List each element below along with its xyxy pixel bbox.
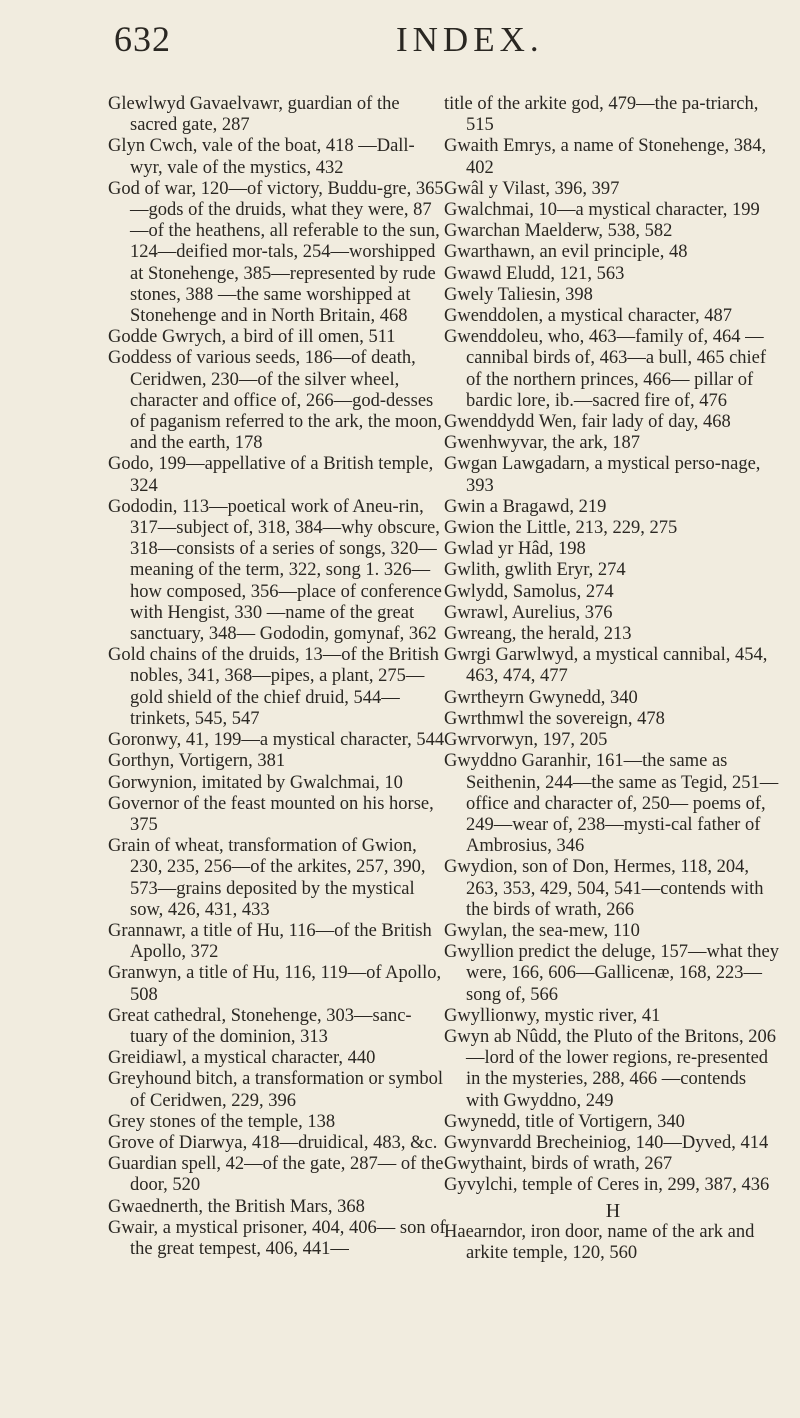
left-column <box>108 94 446 1260</box>
index-entry: Glyn Cwch, vale of the boat, 418 —Dall-wyr, vale of the mystics, 432 <box>108 136 415 178</box>
index-entry: Gwaith Emrys, a name of Stonehenge, 384, 402 <box>444 136 767 178</box>
index-entry: Gwair, a mystical prisoner, 404, 406— son of the great tempest, 406, 441— <box>108 1217 446 1259</box>
index-entry: Godde Gwrych, a bird of ill omen, 511 <box>108 327 396 348</box>
index-entry: Gwyllionwy, mystic river, 41 <box>444 1005 661 1026</box>
index-entry: Grey stones of the temple, 138 <box>108 1111 336 1132</box>
index-entry: Gwynedd, title of Vortigern, 340 <box>444 1111 685 1132</box>
index-entry: Goronwy, 41, 199—a mystical character, 544 <box>108 730 445 751</box>
index-entry: Godo, 199—appellative of a British temple, 324 <box>108 454 434 496</box>
index-entry: Gyvylchi, temple of Ceres in, 299, 387, 436 <box>444 1175 770 1196</box>
index-entry: Gwrgi Garwlwyd, a mystical cannibal, 454, 463, 474, 477 <box>444 645 768 687</box>
index-entry: Glewlwyd Gavaelvawr, guardian of the sacred gate, 287 <box>108 94 400 136</box>
index-entry: Gwlad yr Hâd, 198 <box>444 539 586 560</box>
index-entry: Gwrtheyrn Gwynedd, 340 <box>444 687 638 708</box>
index-entry: title of the arkite god, 479—the pa-triarch, 515 <box>444 94 759 136</box>
index-entry: Gododin, 113—poetical work of Aneu-rin, 317—subject of, 318, 384—why obscure, 318—consists of a series of songs, 320—meaning of the term, 322, song 1. 326—how composed, 356—place of conference with Hengist, 330 —name of the great sanctuary, 348— Gododin, gomynaf, 362 <box>108 496 442 645</box>
index-entry: Gwarthawn, an evil principle, 48 <box>444 242 688 263</box>
index-entry: Great cathedral, Stonehenge, 303—sanc-tuary of the dominion, 313 <box>108 1005 412 1047</box>
index-entry: Gwylan, the sea-mew, 110 <box>444 920 640 941</box>
index-entry: Goddess of various seeds, 186—of death, Ceridwen, 230—of the silver wheel, character and office of, 266—god-desses of paganism referred to the ark, the moon, and the earth, 178 <box>108 348 442 454</box>
index-entry: Gwaednerth, the British Mars, 368 <box>108 1196 365 1217</box>
right-column <box>444 94 782 1264</box>
index-entry: Grain of wheat, transformation of Gwion, 230, 235, 256—of the arkites, 257, 390, 573—grains deposited by the mystical sow, 426, 431, 433 <box>108 836 426 920</box>
index-entry: God of war, 120—of victory, Buddu-gre, 365—gods of the druids, what they were, 87—of the heathens, all referable to the sun, 124—deified mor-tals, 254—worshipped at Stonehenge, 385—represented by rude stones, 388 —the same worshipped at Stonehenge and in North Britain, 468 <box>108 178 444 327</box>
index-entry: Haearndor, iron door, name of the ark and arkite temple, 120, 560 <box>444 1221 755 1263</box>
index-entry: Gwrthmwl the sovereign, 478 <box>444 708 665 729</box>
index-entry: Gwely Taliesin, 398 <box>444 284 593 305</box>
index-entry: Gwyn ab Nûdd, the Pluto of the Britons, 206—lord of the lower regions, re-presented in the mysteries, 288, 466 —contends with Gwyddno, 249 <box>444 1026 776 1111</box>
section-letter-heading: H <box>605 1199 621 1222</box>
index-entry: Gwythaint, birds of wrath, 267 <box>444 1154 673 1175</box>
index-entry: Grove of Diarwya, 418—druidical, 483, &c. <box>108 1132 438 1153</box>
index-entry: Gwyddno Garanhir, 161—the same as Seithenin, 244—the same as Tegid, 251—office and character of, 250— poems of, 249—wear of, 238—mysti-cal father of Ambrosius, 346 <box>444 751 779 857</box>
index-entry: Gwenddydd Wen, fair lady of day, 468 <box>444 412 731 433</box>
index-entry: Gwenhwyvar, the ark, 187 <box>444 433 641 454</box>
index-entry: Guardian spell, 42—of the gate, 287— of the door, 520 <box>108 1154 444 1196</box>
running-title: INDEX. <box>396 20 544 59</box>
index-entry: Greyhound bitch, a transformation or symbol of Ceridwen, 229, 396 <box>108 1069 443 1111</box>
index-entry: Gorthyn, Vortigern, 381 <box>108 751 286 772</box>
index-entry: Greidiawl, a mystical character, 440 <box>108 1048 376 1069</box>
index-entry: Gwlydd, Samolus, 274 <box>444 581 614 602</box>
index-entry: Gorwynion, imitated by Gwalchmai, 10 <box>108 772 403 793</box>
page-header <box>0 18 800 62</box>
index-entry: Gwenddoleu, who, 463—family of, 464 —cannibal birds of, 463—a bull, 465 chief of the northern princes, 466— pillar of bardic lore, ib.—sacred fire of, 476 <box>444 327 767 411</box>
index-entry: Gwreang, the herald, 213 <box>444 624 632 645</box>
index-entry: Gwion the Little, 213, 229, 275 <box>444 518 678 539</box>
index-entry: Gwarchan Maelderw, 538, 582 <box>444 221 673 242</box>
index-entry: Gwynvardd Brecheiniog, 140—Dyved, 414 <box>444 1132 769 1153</box>
index-entry: Gwgan Lawgadarn, a mystical perso-nage, 393 <box>444 454 761 496</box>
index-entry: Gwâl y Vilast, 396, 397 <box>444 178 620 199</box>
index-entry: Grannawr, a title of Hu, 116—of the British Apollo, 372 <box>108 920 432 963</box>
page-number: 632 <box>114 19 171 59</box>
index-entry: Gold chains of the druids, 13—of the British nobles, 341, 368—pipes, a plant, 275—gold shield of the chief druid, 544—trinkets, 545, 547 <box>108 645 439 729</box>
index-entry: Gwyllion predict the deluge, 157—what they were, 166, 606—Gallicenæ, 168, 223—song of, 566 <box>444 942 779 1005</box>
index-entry: Gwlith, gwlith Eryr, 274 <box>444 560 626 581</box>
index-entry: Gwawd Eludd, 121, 563 <box>444 263 625 284</box>
index-entry: Gwin a Bragawd, 219 <box>444 496 607 517</box>
index-entry: Gwalchmai, 10—a mystical character, 199 <box>444 200 760 221</box>
index-entry: Granwyn, a title of Hu, 116, 119—of Apollo, 508 <box>108 963 442 1005</box>
index-entry: Governor of the feast mounted on his horse, 375 <box>108 793 434 835</box>
index-entry: Gwenddolen, a mystical character, 487 <box>444 306 732 327</box>
index-entry: Gwrawl, Aurelius, 376 <box>444 602 613 623</box>
index-entry: Gwydion, son of Don, Hermes, 118, 204, 263, 353, 429, 504, 541—contends with the birds of wrath, 266 <box>444 857 764 920</box>
index-entry: Gwrvorwyn, 197, 205 <box>444 730 608 751</box>
